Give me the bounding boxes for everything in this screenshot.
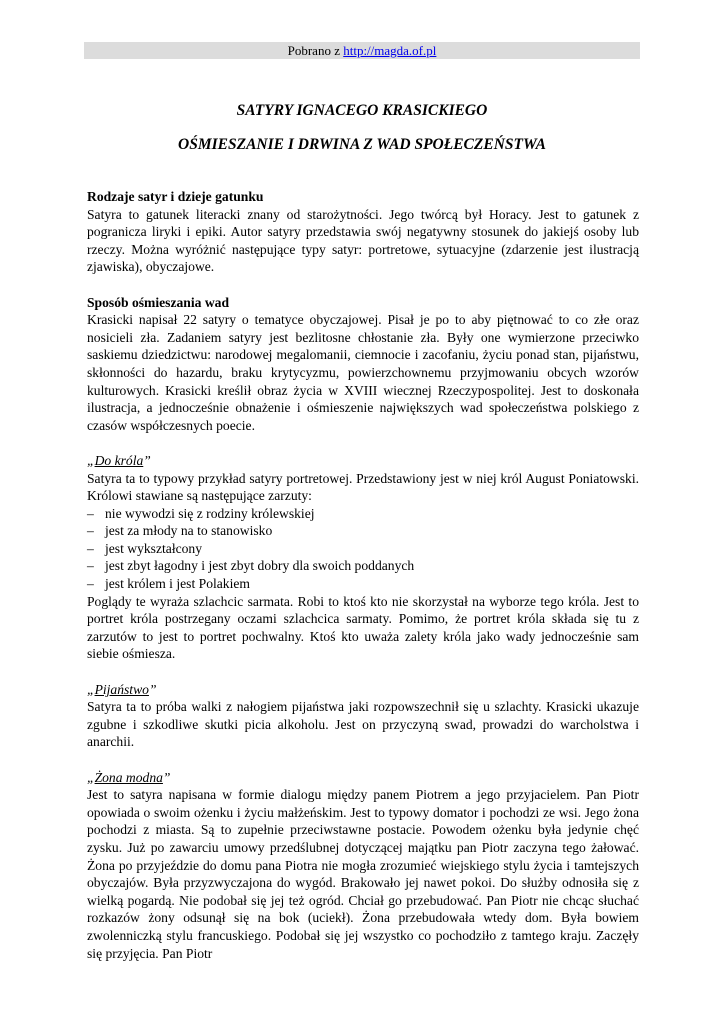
list-item: – jest zbyt łagodny i jest zbyt dobry dla swoich poddanych xyxy=(87,558,415,574)
source-link[interactable]: http://magda.of.pl xyxy=(343,43,437,58)
section-intro-do-krola: Satyra ta to typowy przykład satyry portretowej. Przedstawiony jest w niej król August Poniatowski. Królowi stawiane są następujące zarzuty: xyxy=(87,470,639,504)
list-item: – jest za młody na to stanowisko xyxy=(87,523,273,539)
list-item: – jest królem i jest Polakiem xyxy=(87,576,250,592)
section-text-do-krola: Poglądy te wyraża szlachcic sarmata. Robi to ktoś kto nie skorzystał na wyborze tego króla. Jest to portret króla postrzegany oczami szlachcica sarmaty. Pomimo, że portret króla składa się tu z zarzutów to jest to portret pochwalny. Ktoś kto uważa zalety króla jako wady jednocześnie sam siebie ośmiesza. xyxy=(87,593,639,662)
section-heading-sposob: Sposób ośmieszania wad xyxy=(87,294,230,310)
section-heading-rodzaje: Rodzaje satyr i dzieje gatunku xyxy=(87,189,264,204)
document-title: SATYRY IGNACEGO KRASICKIEGO xyxy=(236,102,488,119)
accusation-list xyxy=(87,505,639,593)
section-heading-zona-modna: „Żona modna” xyxy=(87,769,171,785)
section-heading-do-krola: „Do króla” xyxy=(87,452,151,468)
download-banner xyxy=(84,42,640,59)
list-item: – jest wykształcony xyxy=(87,540,203,556)
section-text-sposob: Krasicki napisał 22 satyry o tematyce obyczajowej. Pisał je po to aby piętnować to co złe oraz nosicieli zła. Zadaniem satyry jest bezlitosne chłostanie zła. Były one wymierzone przeciwko saskiemu dziedzictwu: narodowej megalomanii, ciemnocie i zacofaniu, życiu ponad stan, pijaństwu, skłonności do hazardu, braku krytycyzmu, powierzchownemu przyjmowaniu obcych wzorów kulturowych. Krasicki kreślił obraz życia w XVIII wiecznej Rzeczypospolitej. Jest to doskonała ilustracja, a jednocześnie obnażenie i ośmieszenie największych wad społeczeństwa polskiego z czasów współczesnych poecie. xyxy=(87,312,639,433)
section-heading-pijanstwo: „Pijaństwo” xyxy=(87,681,157,697)
document-body xyxy=(87,188,639,962)
section-text-rodzaje: Satyra to gatunek literacki znany od starożytności. Jego twórcą był Horacy. Jest to gatunek z pogranicza liryki i epiki. Autor satyry przedstawia swój negatywny stosunek do jakiejś osoby lub rzeczy. Można wyróżnić następujące typy satyr: portretowe, sytuacyjne (zdarzenie jest ilustracją zjawiska), obyczajowe. xyxy=(87,206,639,275)
list-item: – nie wywodzi się z rodziny królewskiej xyxy=(87,505,315,521)
banner-prefix: Pobrano z xyxy=(287,43,344,58)
document-subtitle: OŚMIESZANIE I DRWINA Z WAD SPOŁECZEŃSTWA xyxy=(178,136,546,153)
section-text-zona-modna: Jest to satyra napisana w formie dialogu między panem Piotrem a jego przyjacielem. Pan Piotr opowiada o swoim ożenku i życiu małżeńskim. Jest to typowy domator i pochodzi ze wsi. Jego żona pochodzi z miasta. Są to zupełnie przeciwstawne postacie. Powodem ożenku była jedynie chęć zysku. Już po zawarciu umowy przedślubnej dotyczącej majątku pan Piotr zaczyna tego żałować. Żona po przyjeździe do domu pana Piotra nie mogła zrozumieć wiejskiego stylu życia i tamtejszych obyczajów. Była przyzwyczajona do wygód. Brakowało jej nawet pokoi. Do służby odnosiła się z wielką pogardą. Nie podobał się jej też ogród. Chciał go przebudować. Pan Piotr nie chcąc słuchać rozkazów żony odsunął się na bok (uciekł). Żona przebudowała wtedy dom. Była bowiem zwolenniczką stylu francuskiego. Podobał się jej wszystko co pochodziło z tamtego kraju. Zaczęły się przyjęcia. Pan Piotr xyxy=(87,787,639,961)
section-text-pijanstwo: Satyra ta to próba walki z nałogiem pijaństwa jaki rozpowszechnił się u szlachty. Krasicki ukazuje zgubne i szkodliwe skutki picia alkoholu. Jest on przyczyną swad, prowadzi do warcholstwa i anarchii. xyxy=(87,699,639,750)
